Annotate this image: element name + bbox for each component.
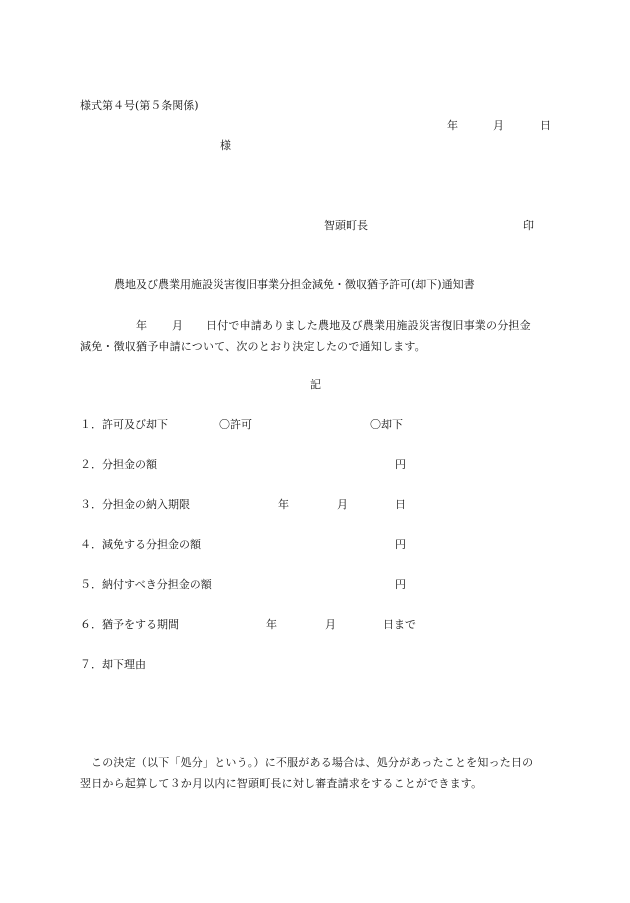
issuer-title: 智頭町長 xyxy=(324,219,368,232)
item-5-unit: 円 xyxy=(395,578,406,591)
notice-line2: 翌日から起算して３か月以内に智頭町長に対し審査請求をすることができます。 xyxy=(80,777,483,790)
intro-year: 年 xyxy=(136,319,147,332)
item-3-year: 年 xyxy=(278,498,289,511)
seal-mark: 印 xyxy=(523,219,534,232)
item-4-label: ４．減免する分担金の額 xyxy=(80,538,201,551)
ki-heading: 記 xyxy=(310,378,321,391)
item-7-label: ７．却下理由 xyxy=(80,658,146,671)
item-6-month: 月 xyxy=(325,618,336,631)
intro-month: 月 xyxy=(172,319,183,332)
item-3-day: 日 xyxy=(395,498,406,511)
item-3-label: ３．分担金の納入期限 xyxy=(80,498,190,511)
item-6-day: 日まで xyxy=(383,618,416,631)
date-month: 月 xyxy=(493,119,504,132)
form-number: 様式第４号(第５条関係) xyxy=(80,99,199,112)
item-2-unit: 円 xyxy=(395,458,406,471)
notice-line1: この決定（以下「処分」という。）に不服がある場合は、処分があったことを知った日の xyxy=(91,756,534,769)
item-5-label: ５．納付すべき分担金の額 xyxy=(80,578,212,591)
intro-line1-rest: 日付で申請ありました農地及び農業用施設災害復旧事業の分担金 xyxy=(206,319,531,332)
date-day: 日 xyxy=(540,119,551,132)
document-title: 農地及び農業用施設災害復旧事業分担金減免・徴収猶予許可(却下)通知書 xyxy=(114,278,475,291)
item-3-month: 月 xyxy=(337,498,348,511)
permit-option: 〇許可 xyxy=(219,418,252,431)
item-6-label: ６．猶予をする期間 xyxy=(80,618,179,631)
intro-line2: 減免・徴収猶予申請について、次のとおり決定したので通知します。 xyxy=(80,340,426,353)
item-2-label: ２．分担金の額 xyxy=(80,458,157,471)
item-6-year: 年 xyxy=(266,618,277,631)
date-year: 年 xyxy=(447,119,458,132)
reject-option: 〇却下 xyxy=(370,418,403,431)
item-4-unit: 円 xyxy=(395,538,406,551)
item-1-label: １．許可及び却下 xyxy=(80,418,168,431)
addressee-suffix: 様 xyxy=(220,139,231,152)
